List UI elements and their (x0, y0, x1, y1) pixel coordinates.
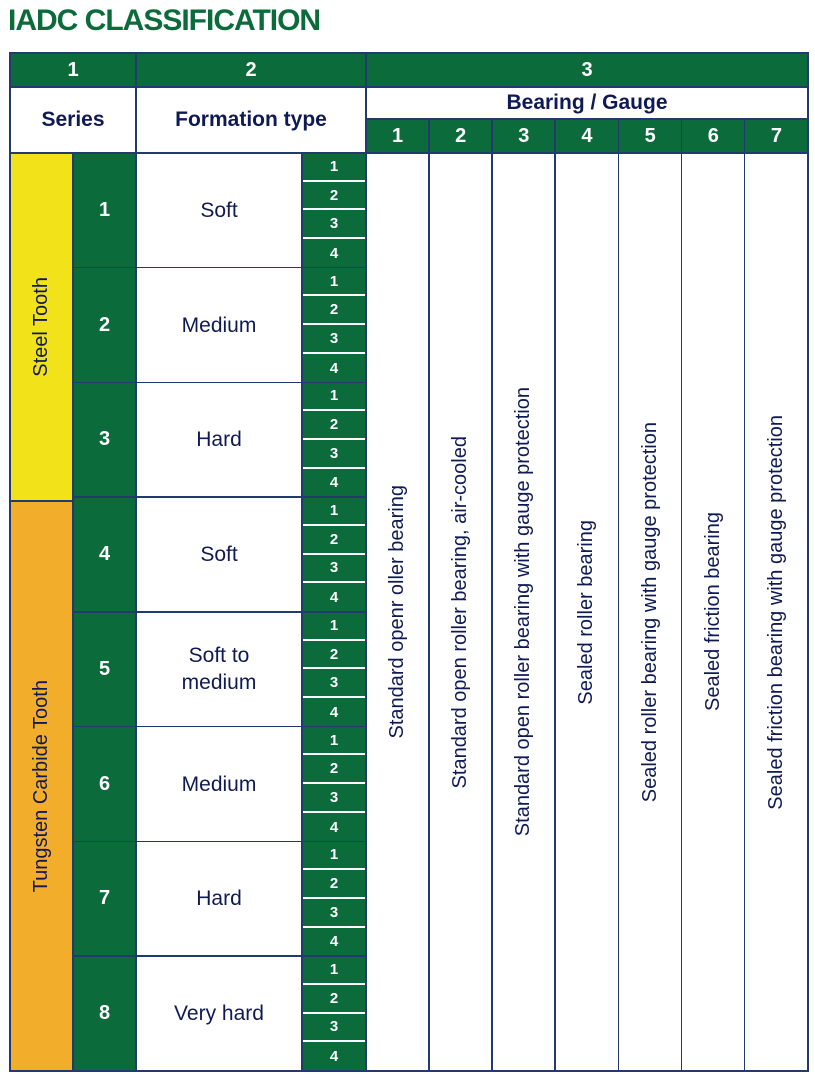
bearing-column-rule (744, 119, 746, 1071)
formation-subtype-number: 3 (302, 555, 366, 584)
formation-subtype-number: 3 (302, 440, 366, 469)
formation-subtype-number: 4 (302, 928, 366, 957)
bearing-type-column (745, 153, 808, 1071)
formation-subtype-number: 2 (302, 182, 366, 211)
bearing-type-column (555, 153, 618, 1071)
series-row-rule (73, 496, 366, 498)
formation-subtype-number: 1 (302, 956, 366, 985)
bearing-column-rule (618, 119, 620, 1071)
formation-type: Soft to medium (136, 612, 302, 727)
bearing-number-header: 7 (745, 119, 808, 153)
formation-subtype-number: 4 (302, 698, 366, 727)
formation-subtype-number: 4 (302, 239, 366, 268)
formation-subtype-number: 1 (302, 153, 366, 182)
steel-tooth-label: Steel Tooth (30, 277, 52, 377)
series-number: 5 (73, 612, 136, 727)
column-rule (135, 52, 137, 1072)
series-row-rule (73, 382, 366, 384)
series-number: 3 (73, 383, 136, 498)
column-2-header: 2 (136, 53, 366, 87)
formation-type: Very hard (136, 956, 302, 1071)
tungsten-carbide-label: Tungsten Carbide Tooth (30, 679, 52, 893)
series-header: Series (10, 87, 136, 153)
formation-subtype-number: 1 (302, 842, 366, 871)
series-row-rule (73, 726, 366, 728)
column-3-header: 3 (366, 53, 808, 87)
formation-subtype-number: 2 (302, 641, 366, 670)
formation-subtype-number: 4 (302, 583, 366, 612)
bearing-gauge-header: Bearing / Gauge (366, 87, 808, 119)
bearing-number-header: 4 (555, 119, 618, 153)
formation-subtype-number: 2 (302, 985, 366, 1014)
formation-type: Soft (136, 153, 302, 268)
formation-subtype-number: 4 (302, 354, 366, 383)
bearing-type-label: Standard open roller bearing, air-cooled (449, 435, 472, 789)
formation-type: Medium (136, 727, 302, 842)
steel-tooth-group (10, 153, 73, 501)
formation-type: Medium (136, 268, 302, 383)
bearing-type-label: Sealed roller bearing with gauge protection (638, 421, 661, 803)
formation-subtype-number: 3 (302, 210, 366, 239)
formation-subtype-number: 2 (302, 755, 366, 784)
formation-type: Soft (136, 497, 302, 612)
header-rule (366, 118, 808, 120)
series-number: 7 (73, 842, 136, 957)
formation-subtype-number: 2 (302, 296, 366, 325)
formation-subtype-number: 1 (302, 268, 366, 297)
bearing-type-label: Sealed friction bearing (701, 512, 724, 712)
bearing-column-rule (554, 119, 556, 1071)
bearing-type-column (492, 153, 555, 1071)
series-number: 8 (73, 956, 136, 1071)
bearing-type-label: Standard open roller bearing with gauge protection (512, 387, 535, 837)
formation-type: Hard (136, 842, 302, 957)
formation-type-header: Formation type (136, 87, 366, 153)
table-border-left (9, 52, 11, 1072)
table-border-top (9, 52, 809, 54)
header-rule (9, 152, 809, 154)
series-number: 6 (73, 727, 136, 842)
bearing-number-header: 6 (682, 119, 745, 153)
bearing-number-header: 2 (429, 119, 492, 153)
bearing-column-rule (428, 119, 430, 1071)
formation-subtype-number: 2 (302, 411, 366, 440)
formation-subtype-number: 1 (302, 383, 366, 412)
series-number: 2 (73, 268, 136, 383)
formation-type: Hard (136, 383, 302, 498)
bearing-type-label: Standard openr oller bearing (386, 485, 409, 739)
column-1-header: 1 (10, 53, 136, 87)
formation-subtype-number: 1 (302, 727, 366, 756)
bearing-type-label: Sealed roller bearing (575, 519, 598, 705)
header-rule (9, 86, 809, 88)
formation-subtype-number: 1 (302, 497, 366, 526)
formation-subtype-number: 4 (302, 469, 366, 498)
formation-subtype-number: 4 (302, 813, 366, 842)
formation-subtype-number: 4 (302, 1042, 366, 1071)
bearing-type-column (619, 153, 682, 1071)
bearing-type-column (366, 153, 429, 1071)
column-rule (365, 52, 367, 1072)
series-number: 4 (73, 497, 136, 612)
series-row-rule (73, 841, 366, 843)
series-number: 1 (73, 153, 136, 268)
tungsten-carbide-group (10, 501, 73, 1071)
page-title: IADC CLASSIFICATION (8, 4, 321, 37)
formation-subtype-number: 3 (302, 784, 366, 813)
bearing-number-header: 3 (492, 119, 555, 153)
formation-subtype-number: 2 (302, 870, 366, 899)
series-row-rule (73, 267, 366, 269)
formation-subtype-number: 1 (302, 612, 366, 641)
series-row-rule (73, 611, 366, 613)
formation-subtype-number: 3 (302, 669, 366, 698)
bearing-type-column (682, 153, 745, 1071)
bearing-column-rule (681, 119, 683, 1071)
bearing-type-column (429, 153, 492, 1071)
bearing-number-header: 5 (619, 119, 682, 153)
formation-subtype-number: 3 (302, 325, 366, 354)
bearing-number-header: 1 (366, 119, 429, 153)
bearing-column-rule (491, 119, 493, 1071)
formation-subtype-number: 3 (302, 1014, 366, 1043)
group-rule (10, 500, 73, 502)
table-border-bottom (9, 1070, 809, 1072)
table-border-right (807, 52, 809, 1072)
formation-subtype-number: 3 (302, 899, 366, 928)
series-row-rule (73, 955, 366, 957)
formation-subtype-number: 2 (302, 526, 366, 555)
bearing-type-label: Sealed friction bearing with gauge protection (764, 414, 787, 810)
